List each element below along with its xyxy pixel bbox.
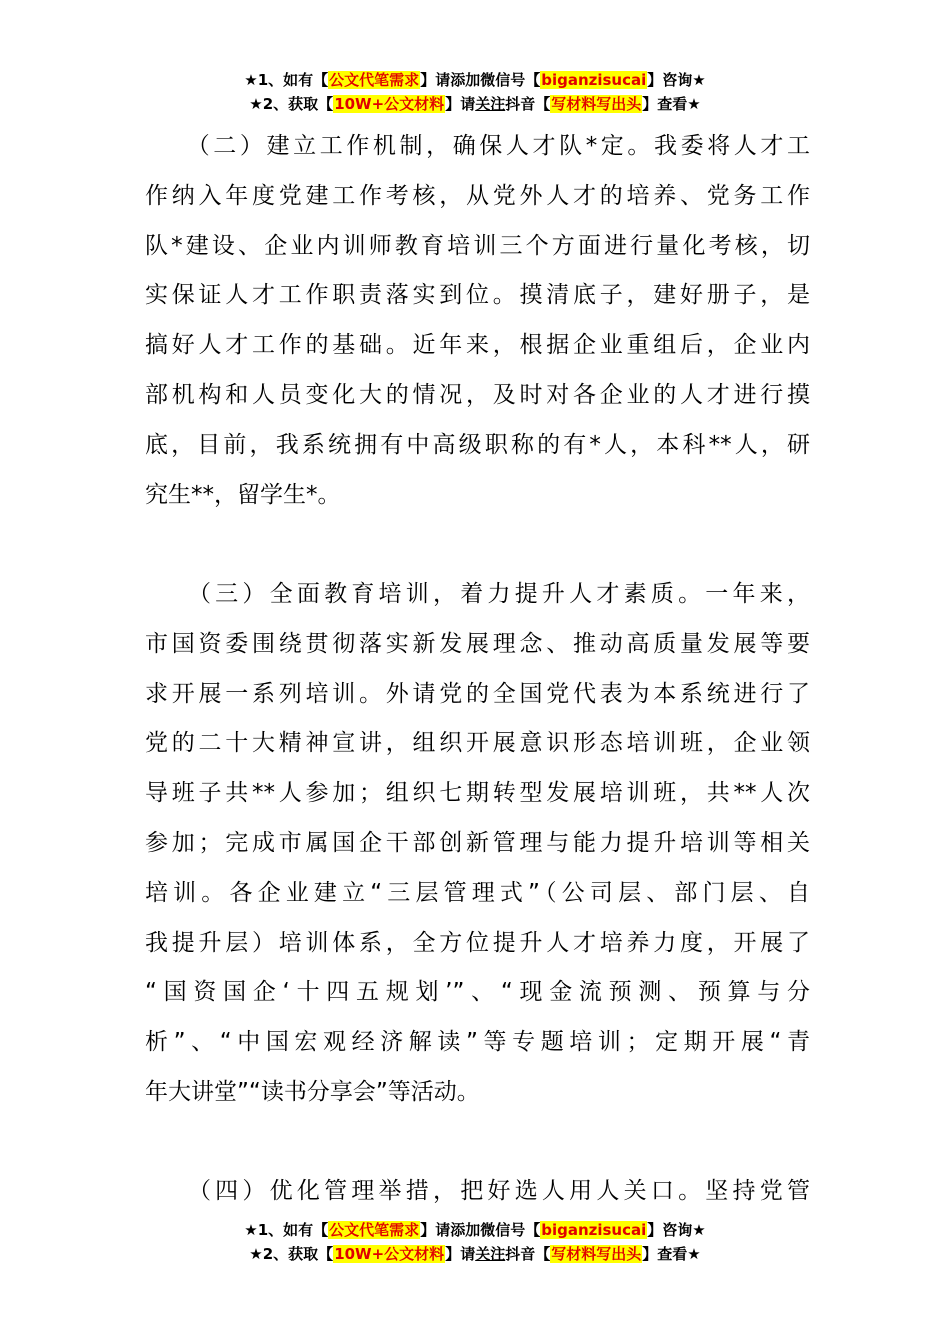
banner-text: ★1、如有【 xyxy=(244,71,329,89)
banner-text: 】请添加微信号【 xyxy=(420,1221,541,1239)
banner-text: 】请 xyxy=(445,1245,476,1263)
banner-text: 】咨询★ xyxy=(647,1221,706,1239)
highlight-ghostwriting: 公文代笔需求 xyxy=(329,1221,420,1239)
banner-text: ★2、获取【 xyxy=(249,95,334,113)
paragraph-line: “国资国企‘十四五规划’”、“现金流预测、预算与分 xyxy=(145,979,810,1006)
banner-text: 】查看★ xyxy=(642,1245,701,1263)
paragraph-line: 求开展一系列培训。外请党的全国党代表为本系统进行了 xyxy=(145,680,810,707)
highlight-wechat-id: biganzisucai xyxy=(541,1221,647,1239)
paragraph-line: 实保证人才工作职责落实到位。摸清底子，建好册子，是 xyxy=(145,282,810,309)
paragraph-line: 队*建设、企业内训师教育培训三个方面进行量化考核，切 xyxy=(145,232,810,259)
highlight-douyin-account: 写材料写出头 xyxy=(551,1245,642,1263)
highlight-materials: 10W+公文材料 xyxy=(334,95,445,113)
paragraph-line: （二）建立工作机制，确保人才队*定。我委将人才工 xyxy=(145,133,810,159)
paragraph-line: 搞好人才工作的基础。近年来，根据企业重组后，企业内 xyxy=(145,332,810,359)
paragraph-line: （三）全面教育培训，着力提升人才素质。一年来， xyxy=(145,581,810,607)
paragraph-line: 市国资委围绕贯彻落实新发展理念、推动高质量发展等要 xyxy=(145,630,810,657)
underlined-follow: 关注 xyxy=(475,1245,506,1263)
top-ad-banner xyxy=(0,68,950,116)
banner-text: 】查看★ xyxy=(642,95,701,113)
paragraph-line: 参加；完成市属国企干部创新管理与能力提升培训等相关 xyxy=(145,829,810,856)
banner-text: 】请 xyxy=(445,95,476,113)
highlight-ghostwriting: 公文代笔需求 xyxy=(329,71,420,89)
highlight-douyin-account: 写材料写出头 xyxy=(551,95,642,113)
paragraph-line: 作纳入年度党建工作考核，从党外人才的培养、党务工作 xyxy=(145,182,810,209)
banner-text: ★1、如有【 xyxy=(244,1221,329,1239)
underlined-follow: 关注 xyxy=(475,95,506,113)
banner-line-1 xyxy=(0,1218,950,1242)
highlight-wechat-id: biganzisucai xyxy=(541,71,647,89)
banner-line-1 xyxy=(0,68,950,92)
paragraph-line: 导班子共**人参加；组织七期转型发展培训班，共**人次 xyxy=(145,780,810,807)
banner-text: 抖音【 xyxy=(505,95,551,113)
banner-line-2 xyxy=(0,1242,950,1266)
paragraph-line: 部机构和人员变化大的情况，及时对各企业的人才进行摸 xyxy=(145,381,810,408)
bottom-ad-banner xyxy=(0,1218,950,1266)
paragraph-line: 析”、“中国宏观经济解读”等专题培训；定期开展“青 xyxy=(145,1029,810,1056)
paragraph-line: 年大讲堂”“读书分享会”等活动。 xyxy=(145,1078,480,1105)
paragraph-line: 我提升层）培训体系，全方位提升人才培养力度，开展了 xyxy=(145,929,810,956)
banner-text: 】咨询★ xyxy=(647,71,706,89)
paragraph-line: 党的二十大精神宣讲，组织开展意识形态培训班，企业领 xyxy=(145,730,810,757)
banner-text: 抖音【 xyxy=(505,1245,551,1263)
banner-text: 】请添加微信号【 xyxy=(420,71,541,89)
paragraph-line: 培训。各企业建立“三层管理式”（公司层、部门层、自 xyxy=(145,879,810,906)
paragraph-management xyxy=(145,1167,810,1217)
paragraph-line: 底，目前，我系统拥有中高级职称的有*人，本科**人，研 xyxy=(145,431,810,458)
paragraph-education-training xyxy=(145,570,810,1118)
banner-line-2 xyxy=(0,92,950,116)
banner-text: ★2、获取【 xyxy=(249,1245,334,1263)
paragraph-line: （四）优化管理举措，把好选人用人关口。坚持党管 xyxy=(145,1178,810,1204)
paragraph-line: 究生**，留学生*。 xyxy=(145,481,341,508)
highlight-materials: 10W+公文材料 xyxy=(334,1245,445,1263)
paragraph-work-mechanism xyxy=(145,122,810,520)
